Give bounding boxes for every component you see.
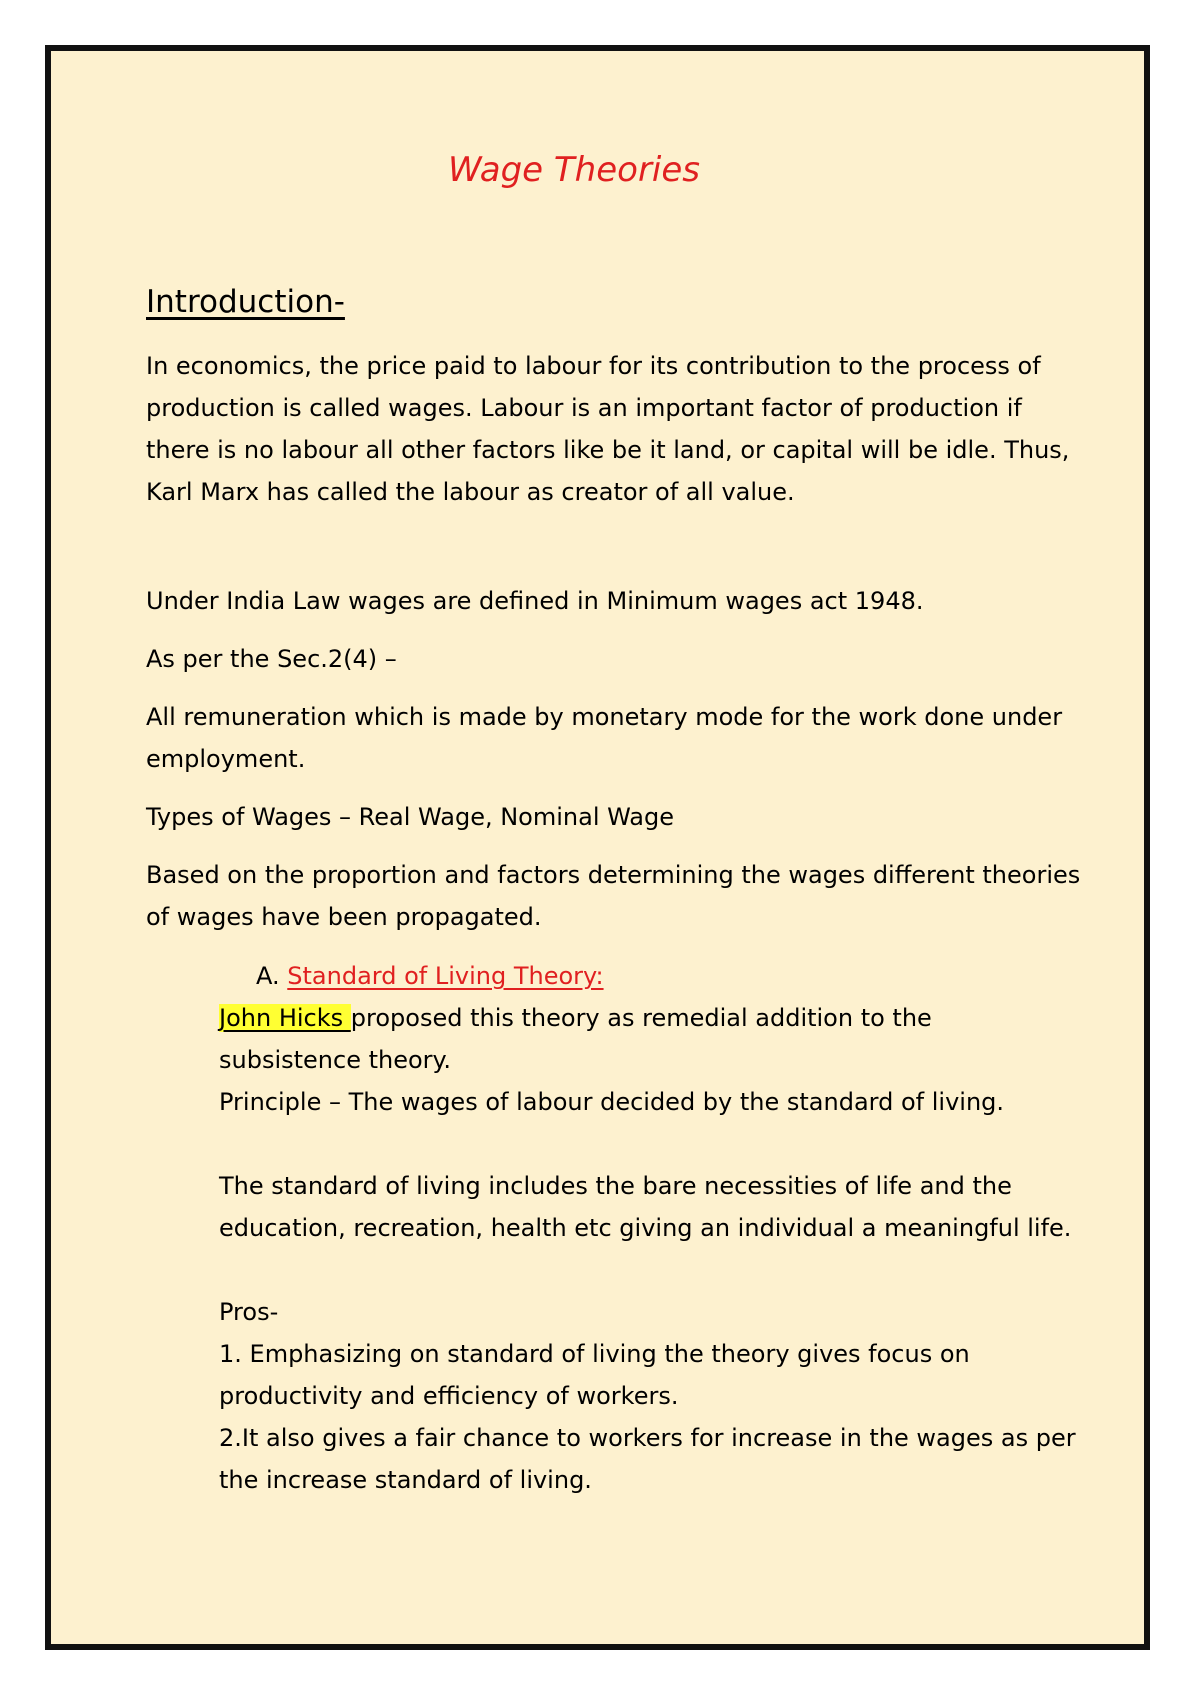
theories-intro-paragraph: Based on the proportion and factors determining the wages different theories of wages have been propagated.: [146, 861, 1081, 931]
section-reference: As per the Sec.2(4) –: [146, 645, 397, 673]
remuneration-paragraph: All remuneration which is made by monetary mode for the work done under employment.: [146, 703, 1063, 773]
pros-label: Pros-: [219, 1298, 279, 1326]
pros-item-2: 2.It also gives a fair chance to workers for increase in the wages as per the increase standard of living.: [219, 1424, 1076, 1494]
pros-item-1: 1. Emphasizing on standard of living the theory gives focus on productivity and efficiency of workers.: [219, 1340, 970, 1410]
introduction-heading: Introduction-: [146, 284, 345, 320]
proposer-name: John Hicks: [219, 1004, 351, 1032]
principle-paragraph: Principle – The wages of labour decided by the standard of living.: [219, 1088, 1005, 1116]
section-a-marker: A.: [256, 962, 280, 990]
proposer-paragraph: [219, 997, 1079, 1081]
section-a-title: Standard of Living Theory:: [287, 962, 604, 990]
document-title: Wage Theories: [448, 150, 700, 190]
intro-paragraph: In economics, the price paid to labour for its contribution to the process of production is called wages. Labour is an important factor of production if there is no labour all other factors like be it land, or capital will be idle. Thus, Karl Marx has called the labour as creator of all value.: [146, 352, 1070, 506]
law-paragraph: Under India Law wages are defined in Minimum wages act 1948.: [146, 587, 924, 615]
types-of-wages: Types of Wages – Real Wage, Nominal Wage: [146, 803, 675, 831]
proposer-text: proposed this theory as remedial addition to the subsistence theory.: [219, 1004, 932, 1074]
standard-description: The standard of living includes the bare necessities of life and the education, recreation, health etc giving an individual a meaningful life.: [219, 1172, 1072, 1242]
section-a-heading: [256, 955, 604, 997]
